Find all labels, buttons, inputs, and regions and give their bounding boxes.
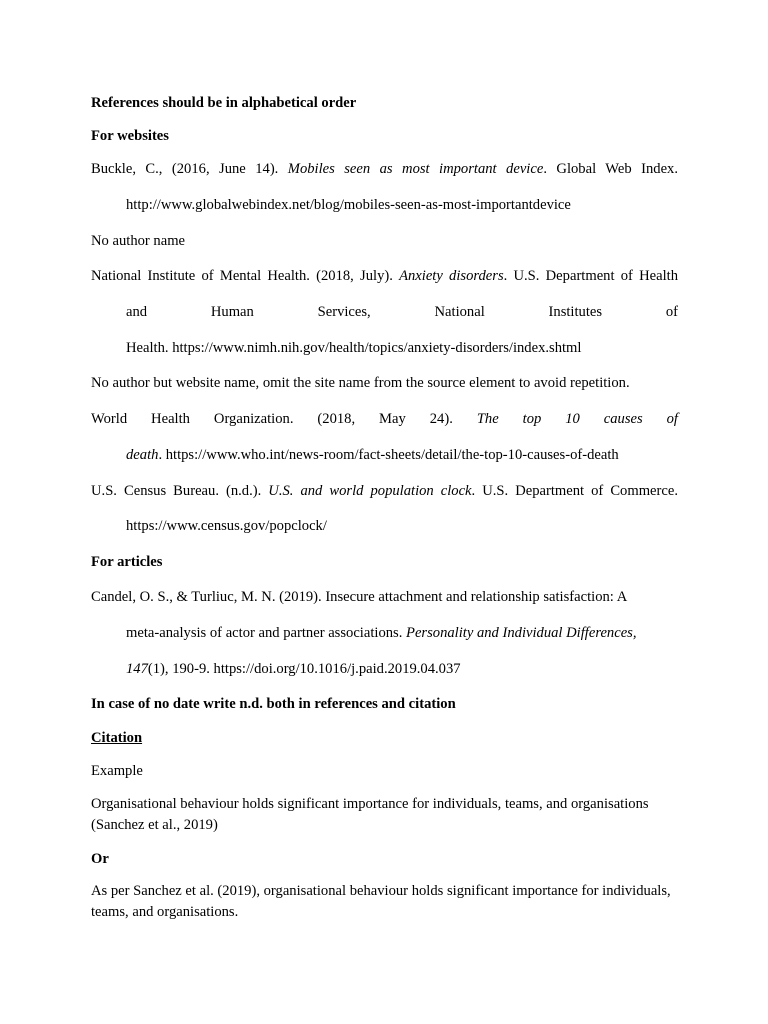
heading-articles: For articles — [91, 554, 163, 570]
reference-nimh-line3: Health. https://www.nimh.nih.gov/health/topics/anxiety-disorders/index.shtml — [126, 340, 582, 356]
citation-example-1: Organisational behaviour holds significant importance for individuals, teams, and organisations (Sanchez et al., 2019) — [91, 796, 649, 833]
heading-alphabetical: References should be in alphabetical order — [91, 95, 357, 111]
reference-buckle: Buckle, C., (2016, June 14). Mobiles seen as most important device. Global Web Index. — [91, 161, 678, 177]
site-name-note: No author but website name, omit the site name from the source element to avoid repetition. — [91, 375, 630, 391]
reference-who: World Health Organization. (2018, May 24). The top 10 causes of — [91, 411, 678, 427]
reference-article-line3: 147(1), 190-9. https://doi.org/10.1016/j.paid.2019.04.037 — [126, 661, 461, 677]
reference-article-line2: meta-analysis of actor and partner associations. Personality and Individual Differences, — [126, 625, 637, 641]
reference-article: Candel, O. S., & Turliuc, M. N. (2019). Insecure attachment and relationship satisfaction: A — [91, 589, 628, 605]
or-label: Or — [91, 851, 109, 867]
reference-census: U.S. Census Bureau. (n.d.). U.S. and world population clock. U.S. Department of Commerce. — [91, 483, 678, 499]
citation-example-2: As per Sanchez et al. (2019), organisational behaviour holds significant importance for individuals, teams, and organisations. — [91, 883, 671, 920]
reference-buckle-url: http://www.globalwebindex.net/blog/mobiles-seen-as-most-importantdevice — [126, 197, 571, 213]
heading-websites: For websites — [91, 128, 169, 144]
reference-census-url: https://www.census.gov/popclock/ — [126, 518, 327, 534]
reference-who-line2: death. https://www.who.int/news-room/fact-sheets/detail/the-top-10-causes-of-death — [126, 447, 619, 463]
example-label: Example — [91, 763, 143, 779]
no-author-label: No author name — [91, 233, 186, 249]
reference-nimh-line2: and Human Services, National Institutes of — [126, 304, 678, 320]
heading-citation: Citation — [91, 730, 143, 746]
reference-nimh: National Institute of Mental Health. (2018, July). Anxiety disorders. U.S. Department of Health — [91, 268, 678, 284]
heading-no-date: In case of no date write n.d. both in references and citation — [91, 696, 456, 712]
